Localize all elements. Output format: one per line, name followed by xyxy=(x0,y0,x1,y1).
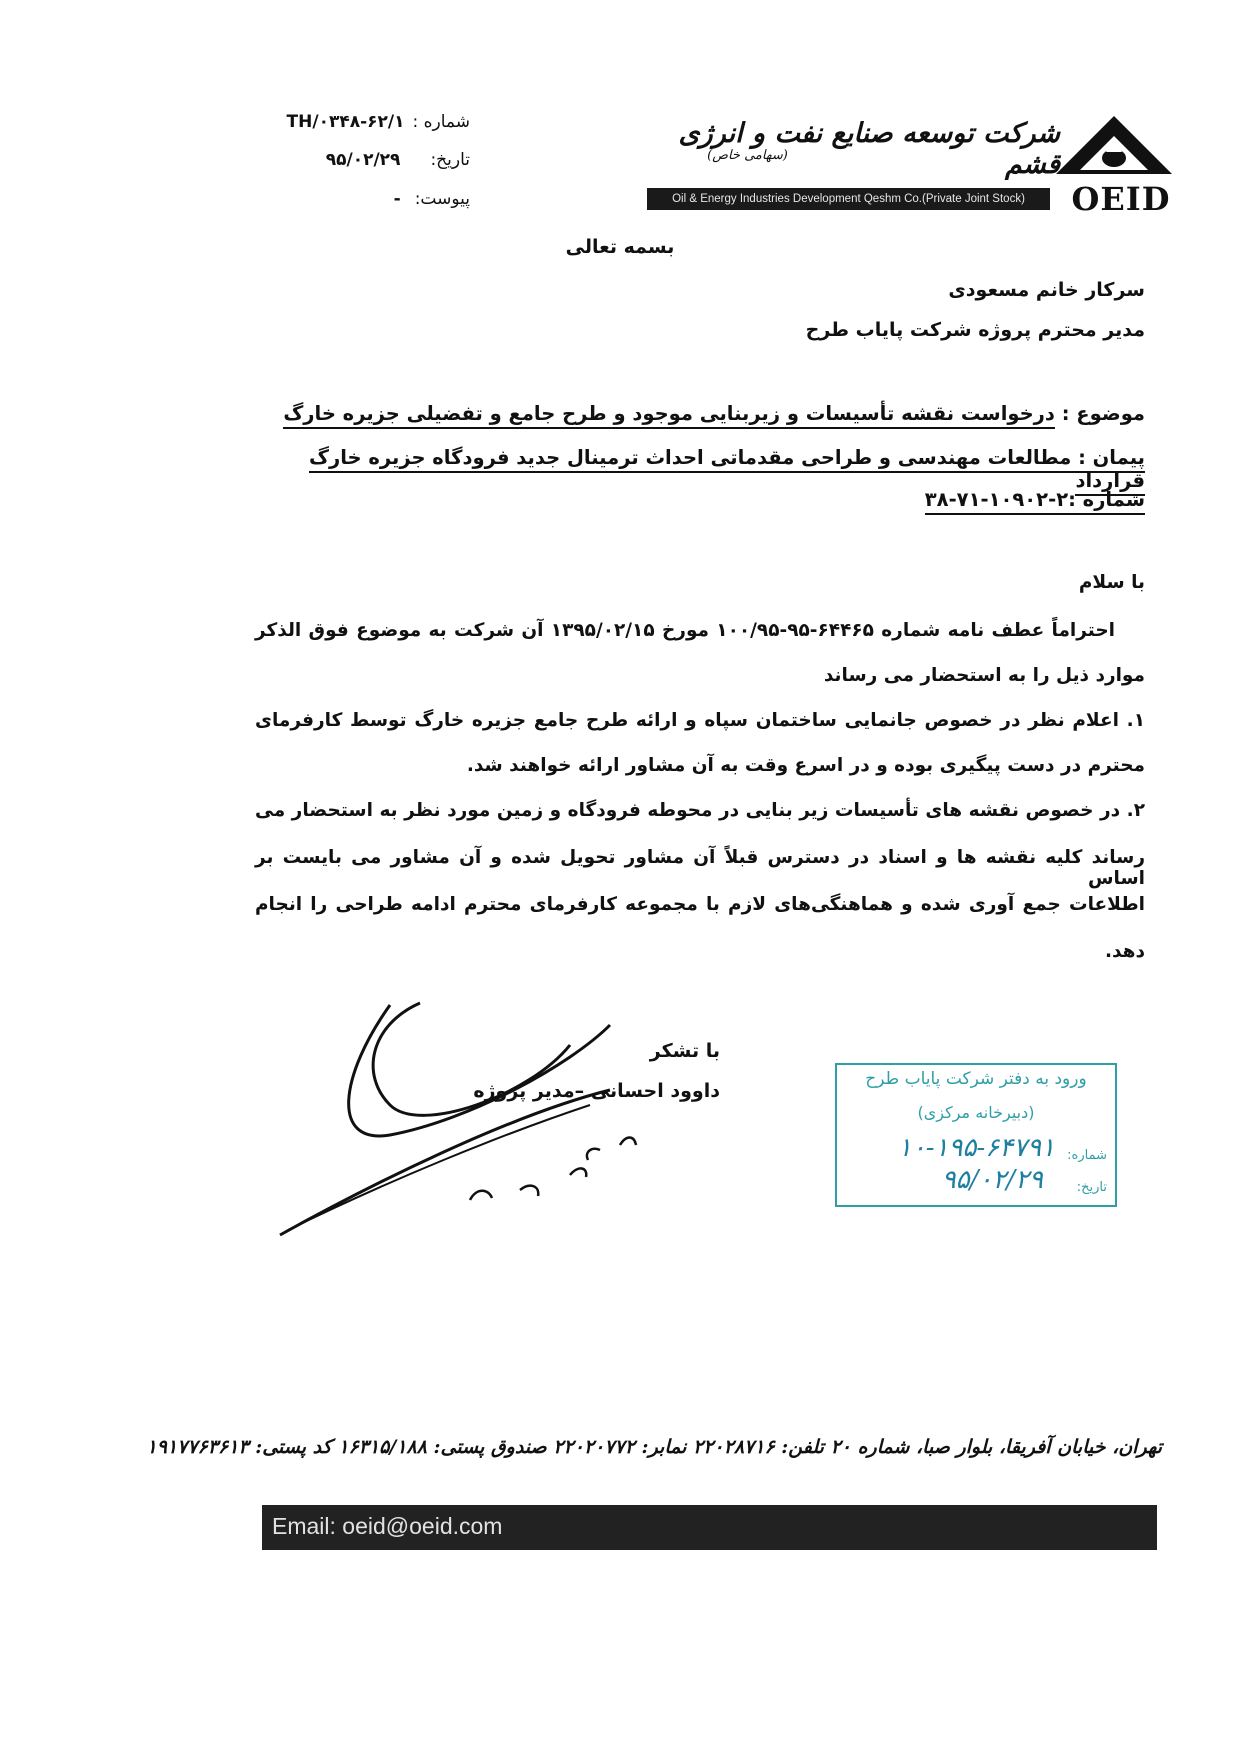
reference-number xyxy=(150,112,470,132)
signer-name: داوود احسانی –مدیر پروژه xyxy=(473,1080,720,1102)
item-2-line-2: رساند کلیه نقشه ها و اسناد در دسترس قبلاً آن مشاور تحویل شده و آن مشاور می بایست بر اساس xyxy=(255,847,1145,889)
company-type-fa: (سهامی خاص) xyxy=(707,148,788,163)
contract-text: پیمان : مطالعات مهندسی و طراحی مقدماتی احداث ترمینال جدید فرودگاه جزیره خارگ قرارداد xyxy=(309,446,1145,496)
closing: با تشکر xyxy=(649,1040,720,1062)
addressee-title: مدیر محترم پروژه شرکت پایاب طرح xyxy=(805,319,1145,341)
paragraph-1-line-2: موارد ذیل را به استحضار می رساند xyxy=(823,665,1145,686)
stamp-date-value: ۹۵/۰۲/۲۹ xyxy=(941,1165,1043,1195)
stamp-subtitle: (دبیرخانه مرکزی) xyxy=(917,1103,1035,1122)
footer-email[interactable]: Email: oeid@oeid.com xyxy=(272,1513,503,1539)
reference-date-value: ۹۵/۰۲/۲۹ xyxy=(325,150,401,170)
letter-heading: بسمه تعالی xyxy=(565,236,675,258)
item-2-line-3: اطلاعات جمع آوری شده و هماهنگی‌های لازم با مجموعه کارفرمای محترم ادامه طراحی را انجام xyxy=(255,894,1145,915)
stamp-number-value: ۱۰-۱۹۵-۶۴۷۹۱ xyxy=(897,1133,1055,1163)
reference-attachment xyxy=(150,189,470,209)
subject-line xyxy=(250,402,1145,425)
reference-date xyxy=(150,150,470,170)
stamp-title: ورود به دفتر شرکت پایاب طرح xyxy=(865,1069,1087,1089)
signature-icon xyxy=(270,985,690,1245)
logo-wordmark: OEID xyxy=(1071,180,1171,218)
reference-attachment-value: - xyxy=(393,189,401,209)
stamp-number-label: شماره: xyxy=(1067,1148,1107,1163)
reference-date-label: تاریخ: xyxy=(430,150,470,170)
reference-number-value: ۶۲/۱-TH/۰۳۴۸ xyxy=(286,112,405,132)
company-name-fa: شرکت توسعه صنایع نفت و انرژی قشم xyxy=(678,118,1060,180)
item-1-line-2: محترم در دست پیگیری بوده و در اسرع وقت به آن مشاور ارائه خواهند شد. xyxy=(466,755,1145,776)
stamp-date-label: تاریخ: xyxy=(1076,1180,1107,1195)
addressee-name: سرکار خانم مسعودی xyxy=(948,279,1145,301)
item-2-line-1: ۲. در خصوص نقشه های تأسیسات زیر بنایی در محوطه فرودگاه و زمین مورد نظر به استحضار می xyxy=(255,800,1145,821)
subject-text: درخواست نقشه تأسیسات و زیربنایی موجود و طرح جامع و تفضیلی جزیره خارگ xyxy=(283,402,1055,429)
reference-number-label: شماره : xyxy=(412,112,470,132)
paragraph-1-line-1: احتراماً عطف نامه شماره ۶۴۴۶۵-۹۵-۱۰۰/۹۵ مورخ ۱۳۹۵/۰۲/۱۵ آن شرکت به موضوع فوق الذکر xyxy=(255,620,1115,641)
item-2-line-4: دهد. xyxy=(1104,941,1145,962)
reference-attachment-label: پیوست: xyxy=(414,189,470,209)
item-1-line-1: ۱. اعلام نظر در خصوص جانمایی ساختمان سپاه و ارائه طرح جامع جزیره خارگ توسط کارفرمای xyxy=(255,710,1145,731)
subject-label: موضوع : xyxy=(1061,402,1145,425)
contract-number-line xyxy=(250,488,1145,511)
contract-line xyxy=(250,446,1145,492)
contract-number: شماره :۲-۱۰۹۰۲-۷۱-۳۸ xyxy=(925,488,1145,515)
receipt-stamp xyxy=(835,1063,1117,1207)
company-name-en: Oil & Energy Industries Development Qeshm Co.(Private Joint Stock) xyxy=(647,188,1050,210)
greeting: با سلام xyxy=(1078,572,1145,593)
footer-address: تهران، خیابان آفریقا، بلوار صبا، شماره ۲۰ تلفن: ۲۲۰۲۸۷۱۶ نمابر: ۲۲۰۲۰۷۷۲ صندوق پستی: ۱۶۳۱۵/۱۸۸ کد پستی: ۱۹۱۷۷۶۳۶۱۳ xyxy=(146,1436,1162,1458)
